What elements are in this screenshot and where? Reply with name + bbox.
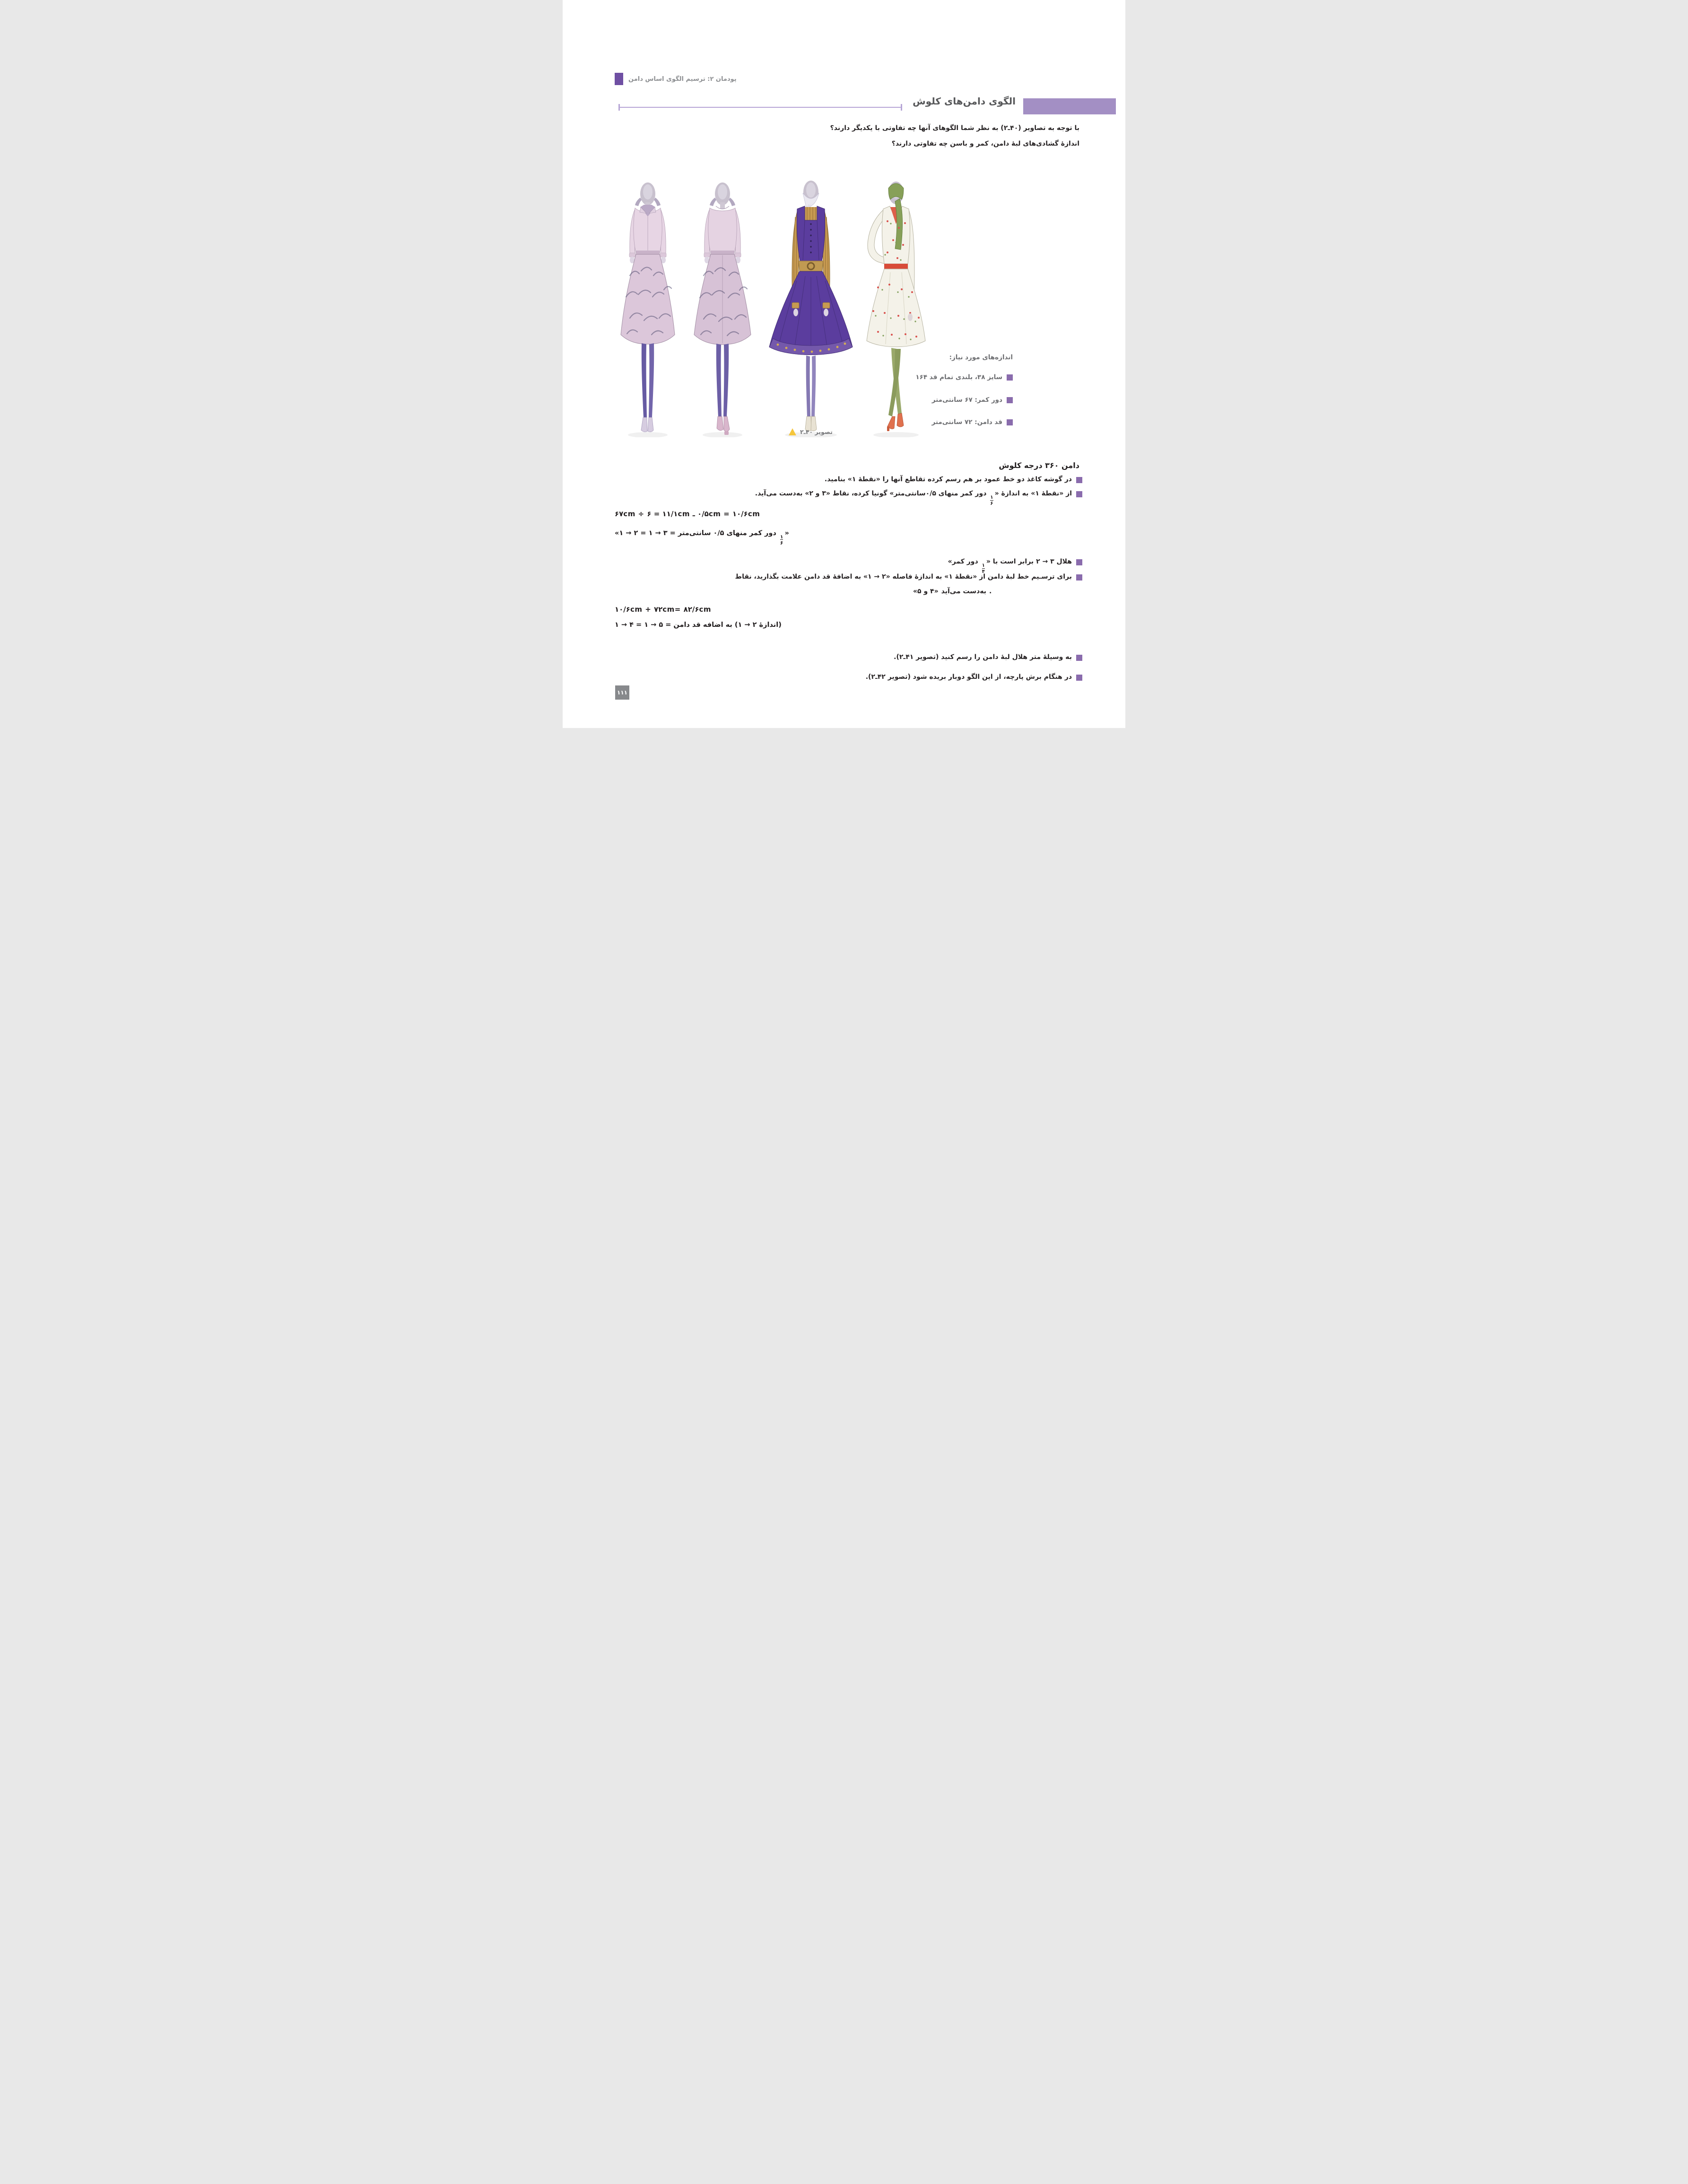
text-run: هلال ۳ → ۲ برابر است با « <box>986 558 1072 565</box>
measurement-item <box>915 373 1013 381</box>
title-accent-block <box>1023 98 1116 114</box>
instruction-bullet <box>755 490 1082 506</box>
text-run: به‌دست می‌آید <box>941 588 987 595</box>
bullet-square-icon <box>1076 655 1082 661</box>
section-heading: دامن ۳۶۰ درجه کلوش <box>999 461 1079 470</box>
formula-skirt-length <box>615 621 782 629</box>
instruction-bullet <box>825 476 1082 483</box>
formula-hem-length: ۱۰/۶cm + ۷۲cm= ۸۲/۶cm <box>615 605 712 614</box>
caption-text: تصویر ۴۰ـ۲ <box>800 428 833 435</box>
instruction-text: برای ترسـیم خط لبهٔ دامن از «نقطهٔ ۱» به اندازهٔ فاصله «۲ → ۱» به اضافهٔ قد دامن علامت بگذارید، نقاط <box>735 573 1072 581</box>
instruction-bullet <box>948 558 1082 574</box>
bullet-square-icon <box>1076 477 1082 483</box>
instruction-text: در گوشه کاغذ دو خط عمود بر هم رسم کرده تقاطع آنها را «نقطهٔ ۱» بنامید. <box>824 476 1072 483</box>
measurement-text: سایز ۳۸، بلندی تمام قد ۱۶۴ <box>915 373 1002 381</box>
bullet-square-icon <box>1076 675 1082 681</box>
bullet-square-icon <box>1076 491 1082 497</box>
title-rule <box>618 107 902 108</box>
instruction-bullet <box>866 673 1082 681</box>
measurement-item <box>932 396 1013 404</box>
instruction-text: به وسیلهٔ متر هلال لبهٔ دامن را رسم کنید (تصویر ۴۱ـ۲). <box>894 653 1072 661</box>
module-label: پودمان ۲: ترسیم الگوی اساس دامن <box>628 75 737 83</box>
bullet-square-icon <box>1007 397 1013 403</box>
textbook-page <box>563 0 1125 728</box>
figure-purple-circle-skirt <box>769 181 853 437</box>
caption-triangle-icon <box>789 428 796 435</box>
instruction-text <box>948 558 1072 574</box>
page-title: الگوی دامن‌های کلوش <box>913 95 1016 107</box>
instruction-bullet <box>735 573 1082 581</box>
instruction-text <box>755 490 1072 506</box>
figure-caption <box>789 428 833 435</box>
measurement-text: دور کمر: ۶۷ سانتی‌متر <box>931 396 1002 404</box>
figure-40-2-svg <box>608 170 939 437</box>
text-run: دور کمر منهای ۰/۵ سانتی‌متر = ۳ → ۱ = ۲ → ۱» <box>615 529 779 537</box>
formula-waist-division: ۶۷cm ÷ ۶ = ۱۱/۱cm ـ ۰/۵cm = ۱۰/۶cm <box>615 510 760 518</box>
intro-paragraph <box>830 121 1079 152</box>
figure-floral-dress-green-scarf <box>867 182 925 437</box>
running-header <box>615 73 737 85</box>
figure-back-floral-skirt <box>694 182 751 437</box>
measurement-text: قد دامن: ۷۲ سانتی‌متر <box>931 418 1002 426</box>
instruction-text: در هنگام برش پارچه، از این الگو دوبار بریده شود (تصویر ۴۲ـ۲). <box>865 673 1072 681</box>
fraction-one-sixth: $\frac{۱}{۶}$ <box>780 533 783 546</box>
text-run: دور کمر منهای ۰/۵سانتی‌متر» گونیا کرده، نقاط «۳ و ۲» به‌دست می‌آید. <box>755 490 989 497</box>
header-square-icon <box>615 73 623 85</box>
measurements-heading: اندازه‌های مورد نیاز: <box>949 354 1013 361</box>
text-run: از «نقطهٔ ۱» به اندازهٔ « <box>994 490 1072 497</box>
bullet-square-icon <box>1007 419 1013 425</box>
page-number-badge: ۱۱۱ <box>615 685 629 700</box>
text-run: (اندازهٔ ۲ → ۱) به اضافه قد دامن = ۵ → ۱ = ۴ → ۱ <box>615 621 782 629</box>
intro-line: اندازهٔ گشادی‌های لبهٔ دامن، کمر و باسن چه تفاوتی دارند؟ <box>891 140 1079 147</box>
fraction-one-sixth: $\frac{۱}{۶}$ <box>990 494 993 506</box>
bullet-square-icon <box>1076 574 1082 581</box>
intro-line: با توجه به تصاویر (۴۰ـ۲) به نظر شما الگوهای آنها چه تفاوتی با یکدیگر دارند؟ <box>830 124 1079 132</box>
formula-one-sixth-waist <box>615 529 789 546</box>
measurement-item <box>931 418 1013 426</box>
text-run: دور کمر» <box>948 558 981 565</box>
text-run: « <box>784 529 789 537</box>
instruction-bullet <box>894 653 1082 661</box>
period: . <box>989 588 992 595</box>
bullet-square-icon <box>1076 559 1082 565</box>
instruction-continuation-line <box>913 588 992 595</box>
points-quote: «۴ و ۵» <box>913 588 939 595</box>
figure-front-floral-skirt <box>621 182 675 437</box>
bullet-square-icon <box>1007 374 1013 381</box>
fraction-one-fourth: $\frac{۱}{۴}$ <box>982 562 985 574</box>
fashion-figure-illustration <box>608 170 939 437</box>
